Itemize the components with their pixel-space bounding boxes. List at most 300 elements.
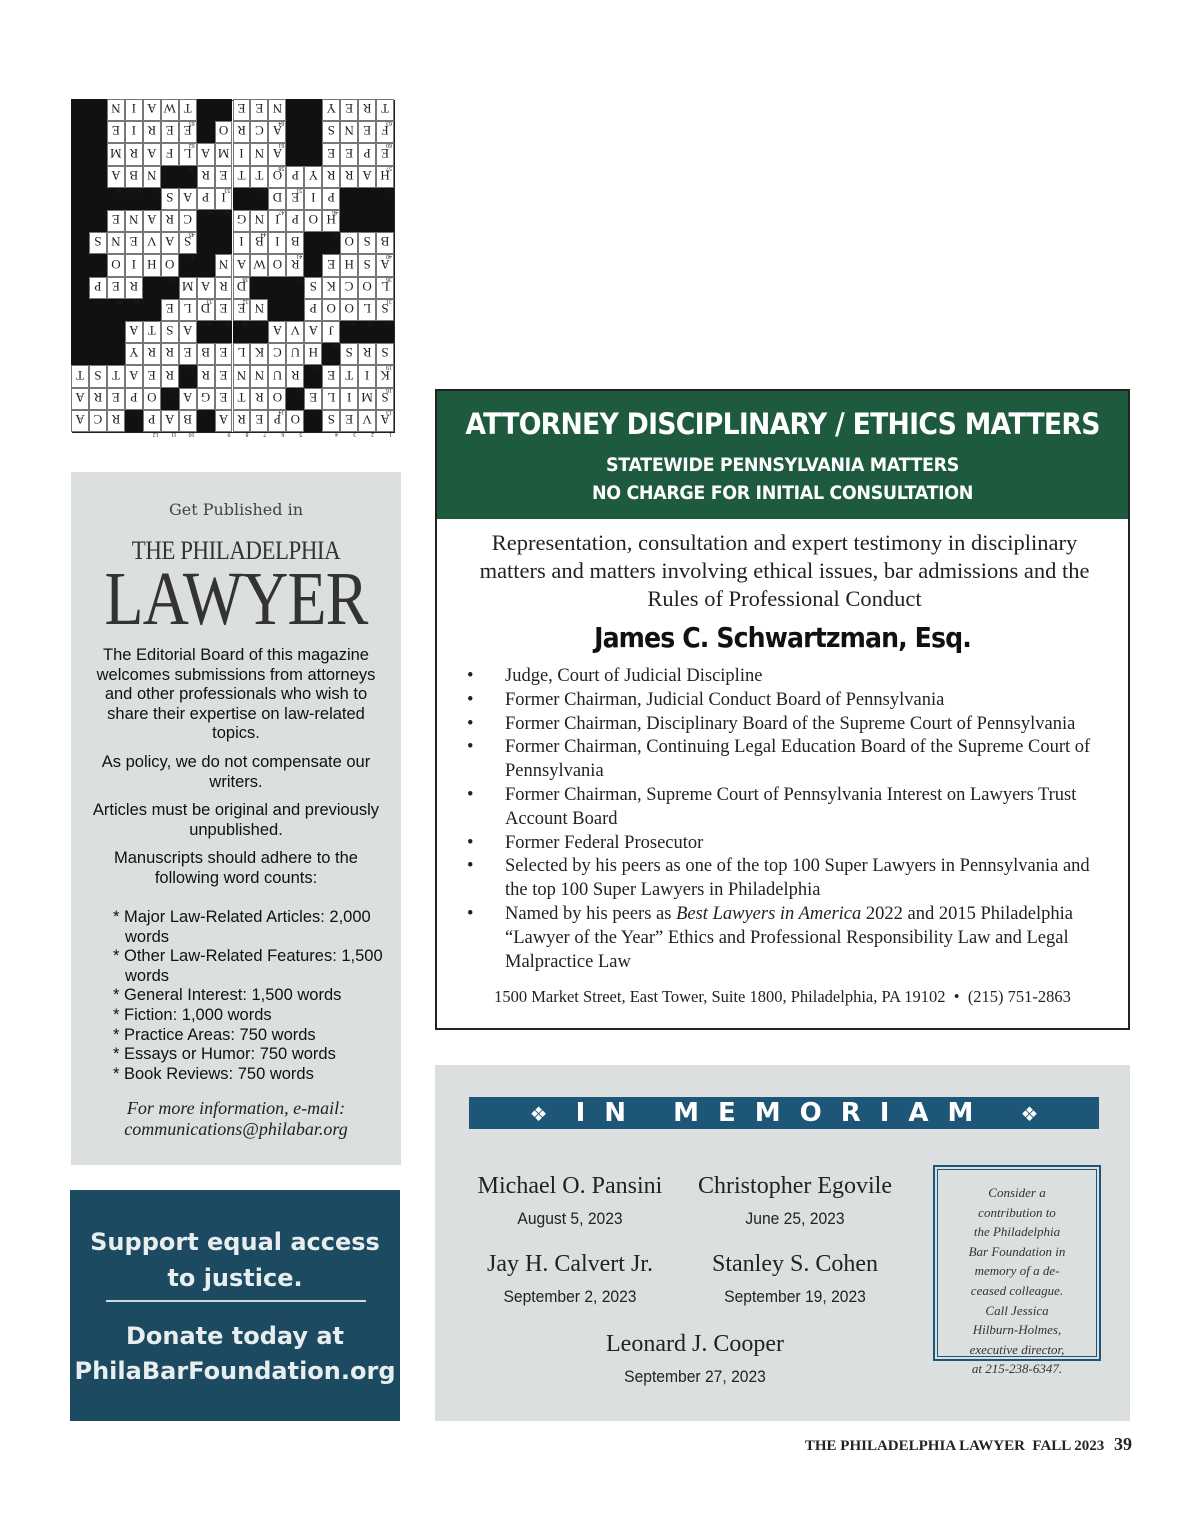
- crossword-cell: [250, 143, 268, 165]
- crossword-letter: O: [362, 278, 372, 294]
- crossword-letter: E: [129, 234, 138, 250]
- crossword-cell: [161, 143, 179, 165]
- crossword-cell: [215, 410, 233, 437]
- crossword-letter: R: [165, 212, 175, 228]
- donate-link[interactable]: PhilaBarFoundation.org: [74, 1357, 396, 1385]
- ad-intro: Representation, consultation and expert testimony in disciplinary matters and matters involving ethical issues, bar admissions and the Rules of Professional Conduct: [479, 530, 1090, 611]
- crossword-letter: N: [254, 367, 265, 383]
- crossword-cell: [143, 121, 161, 143]
- crossword-letter: J: [328, 323, 334, 339]
- crossword-letter: E: [327, 367, 336, 383]
- crossword-cell: [233, 410, 251, 437]
- memorial-name: Michael O. Pansini: [477, 1173, 663, 1199]
- crossword-black-cell: [197, 99, 215, 121]
- crossword-letter: K: [326, 278, 336, 294]
- crossword-letter: S: [327, 412, 335, 427]
- crossword-black-cell: [250, 277, 268, 299]
- clue-number: 33: [206, 297, 213, 304]
- crossword-cell: [376, 343, 394, 371]
- crossword-letter: N: [111, 101, 121, 117]
- crossword-letter: N: [218, 256, 229, 272]
- crossword-letter: E: [237, 101, 246, 117]
- crossword-letter: U: [290, 345, 301, 361]
- clue-number: 11: [170, 431, 177, 437]
- clue-number: 5: [299, 431, 303, 437]
- crossword-letter: H: [344, 256, 354, 272]
- crossword-letter: A: [182, 323, 193, 339]
- crossword-letter: E: [255, 412, 264, 427]
- crossword-cell: [107, 143, 125, 165]
- diamond-icon: ❖: [1020, 1102, 1039, 1126]
- crossword-cell: [107, 232, 125, 254]
- crossword-letter: K: [380, 367, 390, 383]
- crossword-letter: O: [344, 301, 354, 316]
- office-address: 1500 Market Street, East Tower, Suite 1800, Philadelphia, PA 19102: [494, 987, 946, 1006]
- crossword-cell: [358, 277, 376, 299]
- crossword-cell: [340, 143, 358, 165]
- crossword-letter: R: [237, 412, 246, 427]
- crossword-cell: [143, 99, 161, 121]
- clue-number: 3: [353, 431, 357, 437]
- crossword-cell: [125, 365, 143, 387]
- crossword-cell: [250, 99, 268, 121]
- crossword-black-cell: [197, 232, 215, 254]
- memorial-date: September 27, 2023: [624, 1367, 766, 1386]
- crossword-cell: [233, 254, 251, 282]
- crossword-cell: [268, 254, 286, 276]
- memorial-name: Christopher Egovile: [698, 1173, 892, 1199]
- crossword-cell: [250, 121, 268, 143]
- crossword-cell: [107, 365, 125, 387]
- crossword-cell: [143, 388, 161, 410]
- clue-number: 7: [263, 431, 267, 437]
- crossword-black-cell: [340, 210, 358, 232]
- crossword-black-cell: [286, 143, 304, 165]
- crossword-black-cell: [71, 121, 89, 143]
- crossword-letter: L: [363, 301, 372, 316]
- crossword-cell: [71, 388, 89, 410]
- crossword-letter: A: [147, 145, 157, 161]
- crossword-black-cell: [376, 210, 394, 232]
- crossword-letter: O: [344, 234, 354, 250]
- crossword-letter: S: [94, 367, 102, 383]
- crossword-letter: R: [362, 101, 372, 117]
- crossword-cell: [304, 210, 322, 232]
- contact-email[interactable]: communications@philabar.org: [124, 1119, 348, 1139]
- crossword-black-cell: [143, 299, 161, 321]
- crossword-letter: B: [129, 167, 139, 183]
- crossword-letter: B: [380, 234, 390, 250]
- crossword-letter: E: [165, 123, 174, 139]
- crossword-letter: N: [111, 234, 121, 250]
- crossword-letter: M: [217, 145, 230, 161]
- crossword-cell: [197, 343, 215, 365]
- note-line: Hilburn-Holmes,: [972, 1322, 1062, 1338]
- note-line: Bar Foundation in: [968, 1243, 1066, 1259]
- crossword-letter: N: [147, 167, 157, 183]
- clue-number: 9: [227, 431, 231, 437]
- original-articles-text: Articles must be original and previously unpublished.: [92, 801, 380, 839]
- crossword-letter: E: [183, 345, 192, 361]
- crossword-cell: [143, 143, 161, 165]
- donate-panel: [70, 1190, 400, 1421]
- crossword-black-cell: [89, 254, 107, 276]
- crossword-letter: N: [272, 101, 283, 117]
- clue-number: 15: [134, 408, 141, 415]
- clue-number: 63: [386, 120, 392, 127]
- clue-number: 46: [332, 209, 339, 215]
- masthead-large: LAWYER: [104, 557, 368, 641]
- crossword-cell: [250, 388, 268, 410]
- crossword-letter: E: [309, 389, 318, 405]
- crossword-cell: [250, 299, 268, 326]
- crossword-cell: [322, 277, 340, 299]
- crossword-cell: [179, 410, 197, 437]
- crossword-cell: [143, 254, 161, 276]
- clue-number: 14: [278, 408, 285, 415]
- crossword-cell: [179, 388, 197, 410]
- crossword-black-cell: [358, 188, 376, 210]
- crossword-cell: [143, 410, 161, 437]
- crossword-letter: S: [327, 123, 335, 139]
- crossword-cell: [179, 299, 197, 321]
- crossword-letter: E: [111, 123, 120, 139]
- crossword-letter: I: [311, 190, 316, 205]
- crossword-cell: [161, 410, 179, 437]
- crossword-black-cell: [304, 410, 322, 432]
- crossword-cell: [161, 188, 179, 210]
- note-line: memory of a de-: [974, 1263, 1060, 1279]
- crossword-cell: [376, 99, 394, 127]
- crossword-letter: A: [165, 234, 175, 250]
- word-count-list: [113, 908, 383, 1084]
- clue-number: 48: [224, 209, 231, 215]
- crossword-black-cell: [89, 343, 107, 365]
- crossword-letter: L: [183, 145, 192, 161]
- crossword-letter: A: [75, 412, 85, 427]
- crossword-letter: E: [219, 345, 228, 361]
- crossword-black-cell: [71, 143, 89, 165]
- crossword-letter: P: [363, 145, 371, 161]
- crossword-letter: R: [290, 367, 300, 383]
- crossword-black-cell: [215, 232, 233, 254]
- crossword-cell: [215, 343, 233, 365]
- clue-number: 60: [386, 142, 392, 149]
- memorial-date: August 5, 2023: [517, 1209, 623, 1228]
- crossword-cell: [143, 166, 161, 193]
- crossword-letter: E: [219, 301, 228, 316]
- crossword-cell: [286, 410, 304, 437]
- crossword-cell: [304, 188, 322, 210]
- crossword-cell: [89, 277, 107, 299]
- crossword-letter: K: [254, 345, 265, 361]
- crossword-letter: E: [345, 412, 354, 427]
- crossword-cell: [161, 365, 179, 393]
- crossword-letter: I: [131, 123, 136, 139]
- crossword-cell: [161, 254, 179, 282]
- crossword-cell: [304, 166, 322, 188]
- in-memoriam-panel: [435, 1065, 1130, 1421]
- crossword-letter: I: [275, 234, 280, 250]
- crossword-black-cell: [89, 166, 107, 188]
- crossword-cell: [304, 388, 322, 410]
- crossword-letter: B: [290, 234, 300, 250]
- crossword-black-cell: [197, 121, 215, 143]
- crossword-letter: I: [239, 145, 244, 161]
- crossword-cell: [161, 232, 179, 254]
- crossword-letter: O: [147, 389, 157, 405]
- crossword-black-cell: [233, 188, 251, 210]
- crossword-letter: E: [183, 123, 192, 139]
- crossword-letter: D: [236, 278, 247, 294]
- crossword-cell: [322, 365, 340, 387]
- crossword-cell: [125, 121, 143, 143]
- crossword-cell: [250, 343, 268, 365]
- attorney-ethics-ad: [435, 389, 1130, 1030]
- clue-number: 49: [206, 209, 213, 215]
- clue-number: 42: [188, 253, 195, 260]
- crossword-cell: [268, 343, 286, 365]
- crossword-black-cell: [71, 254, 89, 276]
- crossword-letter: L: [183, 301, 192, 316]
- crossword-cell: [179, 99, 197, 127]
- clue-number: 53: [224, 186, 231, 193]
- crossword-letter: V: [290, 323, 301, 339]
- crossword-letter: P: [291, 212, 299, 228]
- credential-item: • Former Federal Prosecutor: [467, 832, 1107, 856]
- ad-header: [437, 391, 1128, 519]
- crossword-letter: S: [363, 256, 371, 272]
- clue-number: 27: [260, 320, 267, 326]
- crossword-cell: [268, 232, 286, 254]
- crossword-letter: M: [181, 278, 194, 294]
- crossword-letter: T: [237, 167, 246, 183]
- crossword-letter: O: [111, 256, 121, 272]
- crossword-letter: I: [239, 234, 244, 250]
- crossword-black-cell: [89, 299, 107, 321]
- crossword-letter: P: [291, 167, 299, 183]
- crossword-black-cell: [71, 188, 89, 210]
- crossword-cell: [340, 365, 358, 387]
- crossword-letter: F: [166, 145, 174, 161]
- crossword-black-cell: [89, 143, 107, 165]
- crossword-black-cell: [71, 99, 89, 121]
- crossword-cell: [89, 365, 107, 387]
- divider: [106, 1300, 366, 1302]
- credential-item: [467, 903, 1107, 974]
- crossword-letter: N: [344, 123, 354, 139]
- crossword-cell: [197, 277, 215, 304]
- crossword-letter: E: [327, 256, 336, 272]
- clue-number: 20: [314, 364, 321, 371]
- crossword-cell: [286, 210, 304, 232]
- clue-number: 56: [116, 186, 123, 193]
- crossword-letter: E: [111, 278, 120, 294]
- crossword-letter: A: [308, 323, 318, 339]
- crossword-letter: A: [111, 167, 121, 183]
- crossword-black-cell: [89, 99, 107, 121]
- crossword-cell: [179, 188, 197, 210]
- clue-number: 58: [278, 164, 285, 171]
- clue-number: 37: [296, 275, 303, 282]
- crossword-black-cell: [268, 299, 286, 321]
- crossword-letter: E: [255, 101, 264, 117]
- clue-number: 21: [188, 364, 195, 371]
- crossword-cell: [215, 388, 233, 410]
- crossword-letter: E: [327, 145, 336, 161]
- crossword-black-cell: [71, 232, 89, 254]
- crossword-cell: [107, 210, 125, 232]
- clue-number: 54: [152, 186, 159, 193]
- crossword-letter: P: [327, 190, 335, 205]
- crossword-letter: C: [183, 212, 192, 228]
- crossword-letter: T: [183, 101, 192, 117]
- crossword-cell: [358, 232, 376, 254]
- crossword-cell: [322, 99, 340, 121]
- crossword-cell: [89, 232, 107, 254]
- crossword-cell: [340, 388, 358, 410]
- crossword-letter: M: [361, 389, 373, 405]
- crossword-black-cell: [71, 277, 89, 299]
- ad-subtitle: [465, 451, 1101, 507]
- clue-number: 4: [335, 431, 339, 437]
- memorial-name: Stanley S. Cohen: [712, 1251, 878, 1277]
- crossword-letter: I: [131, 256, 136, 272]
- memorial-name: Jay H. Calvert Jr.: [487, 1251, 653, 1277]
- crossword-cell: [161, 99, 179, 121]
- crossword-black-cell: [268, 277, 286, 299]
- crossword-letter: E: [147, 367, 156, 383]
- crossword-cell: [233, 143, 251, 165]
- crossword-cell: [304, 277, 322, 299]
- crossword-cell: [233, 232, 251, 254]
- crossword-letter: S: [166, 190, 174, 205]
- crossword-letter: N: [254, 301, 265, 316]
- crossword-letter: B: [183, 412, 192, 427]
- crossword-cell: [358, 299, 376, 326]
- crossword-black-cell: [286, 121, 304, 143]
- crossword-cell: [125, 210, 143, 232]
- memoriam-banner: [469, 1097, 1099, 1129]
- crossword-cell: [233, 166, 251, 188]
- crossword-letter: R: [326, 167, 336, 183]
- crossword-letter: S: [309, 278, 317, 294]
- crossword-cell: [125, 321, 143, 343]
- clue-number: 35: [116, 297, 123, 304]
- crossword-cell: [322, 299, 340, 321]
- credential-text: Named by his peers as: [505, 903, 677, 924]
- crossword-letter: M: [110, 145, 122, 161]
- crossword-cell: [143, 321, 161, 343]
- crossword-cell: [304, 343, 322, 371]
- editorial-board-text: The Editorial Board of this magazine welcomes submissions from attorneys and other professionals who wish to share their expertise on law-related topics.: [96, 646, 376, 743]
- crossword-black-cell: [107, 343, 125, 365]
- donate-line-3: Donate today at: [125, 1322, 345, 1350]
- crossword-cell: [233, 365, 251, 387]
- crossword-cell: [340, 99, 358, 121]
- note-line: at 215-238-6347.: [971, 1361, 1063, 1377]
- memorial-date: September 19, 2023: [724, 1287, 866, 1306]
- crossword-cell: [107, 121, 125, 143]
- credential-item: • Judge, Court of Judicial Discipline: [467, 665, 1107, 689]
- crossword-cell: [125, 388, 143, 415]
- crossword-cell: [125, 277, 143, 304]
- crossword-letter: A: [272, 323, 283, 339]
- crossword-letter: A: [129, 323, 139, 339]
- crossword-cell: [215, 143, 233, 165]
- crossword-black-cell: [143, 277, 161, 299]
- crossword-cell: [197, 166, 215, 188]
- clue-number: 55: [134, 186, 141, 193]
- crossword-letter: N: [254, 145, 265, 161]
- credential-item: • Former Chairman, Continuing Legal Education Board of the Supreme Court of Pennsylvania: [467, 736, 1107, 784]
- crossword-black-cell: [107, 321, 125, 343]
- crossword-cell: [71, 410, 89, 432]
- crossword-cell: [304, 299, 322, 321]
- crossword-letter: T: [345, 367, 354, 383]
- crossword-cell: [71, 365, 89, 387]
- crossword-letter: R: [165, 345, 175, 361]
- word-count-item: * Fiction: 1,000 words: [113, 1005, 272, 1024]
- crossword-cell: [161, 299, 179, 321]
- crossword-letter: E: [237, 301, 246, 316]
- crossword-black-cell: [340, 188, 358, 210]
- crossword-cell: [286, 166, 304, 193]
- crossword-cell: [179, 321, 197, 343]
- crossword-cell: [358, 343, 376, 365]
- crossword-letter: R: [362, 345, 372, 361]
- crossword-cell: [215, 254, 233, 276]
- crossword-cell: [107, 99, 125, 121]
- crossword-cell: [322, 188, 340, 215]
- clue-number: 45: [188, 231, 195, 238]
- crossword-cell: [215, 166, 233, 193]
- clue-number: 43: [332, 231, 339, 238]
- crossword-letter: O: [326, 301, 336, 316]
- crossword-letter: O: [272, 389, 283, 405]
- crossword-black-cell: [71, 166, 89, 188]
- clue-number: 6: [281, 431, 285, 437]
- crossword-letter: B: [201, 345, 210, 361]
- ad-subtitle-1: STATEWIDE PENNSYLVANIA MATTERS: [606, 454, 959, 476]
- clue-number: 38: [242, 275, 249, 282]
- crossword-cell: [161, 343, 179, 365]
- crossword-letter: P: [201, 190, 210, 205]
- crossword-letter: S: [363, 234, 371, 250]
- crossword-letter: R: [237, 123, 246, 139]
- credential-text: 2022 and 2015 Philadelphia “Lawyer of the Year” Ethics and Professional Responsibility Law and Legal Malpractice Law: [505, 903, 1073, 972]
- crossword-cell: [233, 210, 251, 232]
- memoriam-title: IN MEMORIAM: [575, 1098, 993, 1128]
- crossword-letter: R: [147, 345, 157, 361]
- crossword-cell: [143, 232, 161, 254]
- crossword-cell: [143, 343, 161, 365]
- word-count-item: * Practice Areas: 750 words: [113, 1025, 316, 1044]
- crossword-cell: [143, 365, 161, 387]
- crossword-black-cell: [358, 210, 376, 232]
- crossword-letter: E: [165, 301, 174, 316]
- crossword-cell: [268, 365, 286, 387]
- get-published-heading: Get Published in: [168, 500, 304, 519]
- crossword-letter: R: [219, 278, 228, 294]
- crossword-letter: N: [236, 367, 247, 383]
- crossword-cell: [358, 99, 376, 121]
- clue-number: 40: [386, 253, 392, 260]
- clue-number: 41: [296, 253, 303, 260]
- policy-text: As policy, we do not compensate our writers.: [101, 753, 371, 791]
- crossword-cell: [304, 321, 322, 343]
- crossword-letter: B: [255, 234, 264, 250]
